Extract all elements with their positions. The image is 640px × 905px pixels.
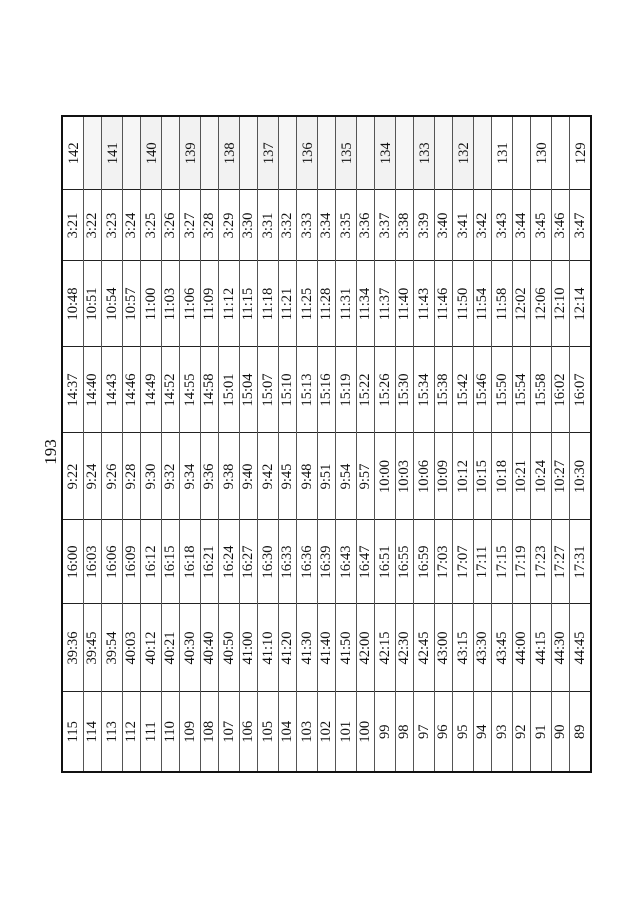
table-cell-col-time-b: 17:19 [513,520,531,604]
table-row [357,116,375,772]
table-cell-col-time-e: 11:54 [474,261,492,347]
table-cell-col-time-b: 16:30 [258,520,279,604]
table-cell-col-time-a: 40:12 [141,604,162,692]
table-cell-col-time-a: 40:50 [219,604,240,692]
table-cell-col-time-f: 3:28 [201,190,219,261]
table-cell-col-time-d: 14:43 [102,347,123,433]
table-row [240,116,258,772]
table-cell-col-time-d: 15:16 [318,347,336,433]
table-cell-col-score: 131 [492,116,513,190]
table-row [62,116,84,772]
table-cell-col-score: 135 [336,116,357,190]
table-cell-col-time-f: 3:34 [318,190,336,261]
table-cell-col-time-f: 3:36 [357,190,375,261]
table-cell-col-score [357,116,375,190]
table-cell-col-time-a: 41:00 [240,604,258,692]
table-cell-col-time-c: 9:51 [318,433,336,520]
table-cell-col-time-b: 16:24 [219,520,240,604]
table-cell-col-time-b: 16:43 [336,520,357,604]
table-cell-col-time-f: 3:45 [531,190,552,261]
table-cell-col-time-e: 12:06 [531,261,552,347]
table-cell-col-time-d: 15:26 [375,347,396,433]
table-cell-col-number: 92 [513,692,531,772]
table-cell-col-time-f: 3:44 [513,190,531,261]
table-cell-col-time-f: 3:30 [240,190,258,261]
table-cell-col-time-d: 15:54 [513,347,531,433]
table-cell-col-score [435,116,453,190]
table-cell-col-time-f: 3:23 [102,190,123,261]
table-cell-col-time-a: 39:54 [102,604,123,692]
table-cell-col-time-c: 9:45 [279,433,297,520]
table-cell-col-time-a: 41:10 [258,604,279,692]
table-row [219,116,240,772]
table-cell-col-time-e: 12:14 [570,261,592,347]
table-cell-col-number: 101 [336,692,357,772]
table-cell-col-time-c: 10:03 [396,433,414,520]
table-cell-col-time-f: 3:27 [180,190,201,261]
table-cell-col-time-e: 11:18 [258,261,279,347]
table-cell-col-time-b: 17:27 [552,520,570,604]
table-cell-col-time-f: 3:42 [474,190,492,261]
table-cell-col-time-d: 15:04 [240,347,258,433]
table-cell-col-time-b: 17:03 [435,520,453,604]
page-number: 193 [41,439,60,465]
table-row [123,116,141,772]
table-cell-col-score [201,116,219,190]
table-cell-col-score: 130 [531,116,552,190]
table-cell-col-time-c: 10:06 [414,433,435,520]
table-cell-col-time-a: 44:45 [570,604,592,692]
table-cell-col-time-c: 10:30 [570,433,592,520]
table-cell-col-time-d: 16:07 [570,347,592,433]
table-cell-col-time-e: 11:21 [279,261,297,347]
table-cell-col-number: 115 [62,692,84,772]
table-cell-col-time-c: 9:26 [102,433,123,520]
table-cell-col-time-e: 11:15 [240,261,258,347]
table-cell-col-score: 138 [219,116,240,190]
table-cell-col-time-f: 3:31 [258,190,279,261]
table-cell-col-number: 113 [102,692,123,772]
table-cell-col-time-b: 16:59 [414,520,435,604]
table-cell-col-score: 134 [375,116,396,190]
table-cell-col-time-a: 41:40 [318,604,336,692]
table-cell-col-time-d: 15:10 [279,347,297,433]
table-cell-col-score [396,116,414,190]
table-cell-col-time-b: 16:39 [318,520,336,604]
table-cell-col-score [474,116,492,190]
table-cell-col-time-c: 9:32 [162,433,180,520]
table-cell-col-number: 104 [279,692,297,772]
table-cell-col-number: 111 [141,692,162,772]
table-cell-col-time-f: 3:24 [123,190,141,261]
table-row [375,116,396,772]
table-row [414,116,435,772]
table-cell-col-time-e: 11:50 [453,261,474,347]
table-cell-col-score: 137 [258,116,279,190]
table-row [258,116,279,772]
table-cell-col-time-a: 43:45 [492,604,513,692]
table-cell-col-time-e: 11:28 [318,261,336,347]
table-cell-col-time-c: 9:40 [240,433,258,520]
table-cell-col-time-a: 43:15 [453,604,474,692]
table-row [84,116,102,772]
table-cell-col-time-e: 11:25 [297,261,318,347]
table-cell-col-score: 139 [180,116,201,190]
table-cell-col-time-c: 9:38 [219,433,240,520]
table-cell-col-time-d: 14:37 [62,347,84,433]
table-cell-col-time-f: 3:37 [375,190,396,261]
table-cell-col-score [162,116,180,190]
table-cell-col-time-e: 11:58 [492,261,513,347]
table-cell-col-time-f: 3:22 [84,190,102,261]
table-cell-col-time-f: 3:29 [219,190,240,261]
table-cell-col-time-a: 43:00 [435,604,453,692]
table-cell-col-number: 99 [375,692,396,772]
table-cell-col-number: 100 [357,692,375,772]
table-cell-col-time-c: 9:24 [84,433,102,520]
table-cell-col-time-d: 14:52 [162,347,180,433]
table-cell-col-time-a: 44:30 [552,604,570,692]
table-cell-col-score: 142 [62,116,84,190]
table-cell-col-number: 112 [123,692,141,772]
table-row [180,116,201,772]
table-cell-col-time-f: 3:38 [396,190,414,261]
table-cell-col-time-b: 16:47 [357,520,375,604]
table-cell-col-score [552,116,570,190]
table-cell-col-time-a: 40:03 [123,604,141,692]
table-cell-col-time-f: 3:47 [570,190,592,261]
table-cell-col-time-e: 12:02 [513,261,531,347]
table-cell-col-time-b: 17:31 [570,520,592,604]
table-cell-col-time-d: 15:46 [474,347,492,433]
table-cell-col-time-d: 14:40 [84,347,102,433]
table-cell-col-time-f: 3:21 [62,190,84,261]
table-cell-col-time-e: 11:00 [141,261,162,347]
table-cell-col-time-d: 14:46 [123,347,141,433]
table-cell-col-time-d: 15:30 [396,347,414,433]
table-cell-col-time-a: 41:30 [297,604,318,692]
table-cell-col-time-d: 15:19 [336,347,357,433]
table-row [279,116,297,772]
table-cell-col-score [513,116,531,190]
table-cell-col-score: 132 [453,116,474,190]
table-cell-col-time-b: 17:07 [453,520,474,604]
table-cell-col-time-c: 9:57 [357,433,375,520]
table-row [570,116,592,772]
table-cell-col-time-f: 3:25 [141,190,162,261]
table-cell-col-time-f: 3:41 [453,190,474,261]
table-cell-col-time-d: 14:55 [180,347,201,433]
table-cell-col-number: 110 [162,692,180,772]
table-cell-col-time-d: 15:34 [414,347,435,433]
table-cell-col-number: 105 [258,692,279,772]
table-cell-col-time-a: 44:00 [513,604,531,692]
table-cell-col-number: 97 [414,692,435,772]
table-cell-col-time-c: 10:15 [474,433,492,520]
table-cell-col-time-c: 10:24 [531,433,552,520]
table-cell-col-time-c: 9:54 [336,433,357,520]
table-cell-col-number: 91 [531,692,552,772]
table-cell-col-time-f: 3:46 [552,190,570,261]
table-cell-col-time-a: 44:15 [531,604,552,692]
table-cell-col-number: 90 [552,692,570,772]
table-cell-col-time-d: 15:58 [531,347,552,433]
table-cell-col-time-b: 16:15 [162,520,180,604]
table-cell-col-time-a: 42:30 [396,604,414,692]
table-row [336,116,357,772]
table-cell-col-time-d: 15:50 [492,347,513,433]
table-row [201,116,219,772]
table-cell-col-time-e: 11:43 [414,261,435,347]
table-cell-col-time-b: 16:06 [102,520,123,604]
table-cell-col-time-e: 11:09 [201,261,219,347]
table-cell-col-time-c: 10:00 [375,433,396,520]
table-cell-col-time-d: 15:42 [453,347,474,433]
table-cell-col-number: 103 [297,692,318,772]
table-cell-col-time-b: 16:18 [180,520,201,604]
table-cell-col-time-d: 14:49 [141,347,162,433]
table-cell-col-time-c: 9:30 [141,433,162,520]
table-cell-col-time-a: 40:30 [180,604,201,692]
table-cell-col-time-a: 40:40 [201,604,219,692]
table-row [102,116,123,772]
table-cell-col-time-a: 39:36 [62,604,84,692]
table-cell-col-time-a: 39:45 [84,604,102,692]
table-row [552,116,570,772]
table-cell-col-number: 108 [201,692,219,772]
table-cell-col-number: 107 [219,692,240,772]
table-cell-col-number: 89 [570,692,592,772]
table-cell-col-score [123,116,141,190]
table-row [453,116,474,772]
table-row [318,116,336,772]
table-cell-col-score [279,116,297,190]
table-cell-col-time-d: 16:02 [552,347,570,433]
table-cell-col-time-b: 16:55 [396,520,414,604]
table-cell-col-time-c: 9:42 [258,433,279,520]
table-cell-col-time-d: 15:07 [258,347,279,433]
table-cell-col-time-b: 17:23 [531,520,552,604]
table-cell-col-time-e: 11:31 [336,261,357,347]
table-cell-col-number: 94 [474,692,492,772]
rotated-table-container [61,117,589,773]
table-cell-col-time-e: 11:03 [162,261,180,347]
table-cell-col-number: 109 [180,692,201,772]
table-cell-col-time-b: 16:12 [141,520,162,604]
table-cell-col-time-b: 17:11 [474,520,492,604]
table-cell-col-time-d: 15:38 [435,347,453,433]
table-cell-col-time-b: 16:00 [62,520,84,604]
table-cell-col-number: 93 [492,692,513,772]
table-cell-col-time-a: 42:15 [375,604,396,692]
table-row [435,116,453,772]
table-cell-col-time-b: 16:27 [240,520,258,604]
table-cell-col-number: 95 [453,692,474,772]
table-cell-col-score [84,116,102,190]
table-cell-col-time-b: 16:03 [84,520,102,604]
table-cell-col-time-b: 16:09 [123,520,141,604]
table-cell-col-time-c: 10:21 [513,433,531,520]
table-row [474,116,492,772]
table-cell-col-time-a: 41:50 [336,604,357,692]
table-cell-col-time-c: 9:22 [62,433,84,520]
table-cell-col-time-e: 10:54 [102,261,123,347]
table-row [141,116,162,772]
table-cell-col-time-d: 15:22 [357,347,375,433]
table-cell-col-time-f: 3:26 [162,190,180,261]
table-cell-col-time-c: 9:34 [180,433,201,520]
table-cell-col-time-a: 43:30 [474,604,492,692]
table-cell-col-time-e: 11:40 [396,261,414,347]
table-cell-col-time-e: 11:06 [180,261,201,347]
table-row [492,116,513,772]
table-cell-col-score: 136 [297,116,318,190]
table-cell-col-number: 114 [84,692,102,772]
table-cell-col-time-f: 3:43 [492,190,513,261]
table-cell-col-time-b: 16:36 [297,520,318,604]
table-row [513,116,531,772]
table-cell-col-time-e: 10:51 [84,261,102,347]
table-row [297,116,318,772]
table-cell-col-score [240,116,258,190]
table-cell-col-number: 98 [396,692,414,772]
table-cell-col-time-c: 10:18 [492,433,513,520]
table-cell-col-time-e: 11:37 [375,261,396,347]
table-cell-col-score: 129 [570,116,592,190]
table-cell-col-time-c: 10:12 [453,433,474,520]
table-body [62,116,591,772]
results-table [61,115,592,773]
table-row [531,116,552,772]
table-cell-col-score: 133 [414,116,435,190]
table-cell-col-time-c: 9:28 [123,433,141,520]
table-cell-col-number: 102 [318,692,336,772]
table-cell-col-time-a: 42:00 [357,604,375,692]
table-cell-col-time-e: 12:10 [552,261,570,347]
table-cell-col-number: 96 [435,692,453,772]
table-cell-col-time-a: 42:45 [414,604,435,692]
table-cell-col-time-d: 15:01 [219,347,240,433]
table-row [396,116,414,772]
table-cell-col-score: 141 [102,116,123,190]
table-cell-col-time-d: 15:13 [297,347,318,433]
table-cell-col-time-c: 10:09 [435,433,453,520]
table-cell-col-time-d: 14:58 [201,347,219,433]
table-cell-col-time-f: 3:40 [435,190,453,261]
table-cell-col-time-e: 11:46 [435,261,453,347]
table-cell-col-time-e: 10:48 [62,261,84,347]
table-cell-col-time-b: 17:15 [492,520,513,604]
table-cell-col-time-c: 9:48 [297,433,318,520]
table-cell-col-time-b: 16:33 [279,520,297,604]
table-cell-col-score [318,116,336,190]
table-cell-col-time-e: 11:34 [357,261,375,347]
table-cell-col-time-a: 40:21 [162,604,180,692]
table-cell-col-number: 106 [240,692,258,772]
table-cell-col-time-f: 3:33 [297,190,318,261]
table-cell-col-time-c: 9:36 [201,433,219,520]
table-cell-col-time-f: 3:35 [336,190,357,261]
table-cell-col-score: 140 [141,116,162,190]
table-cell-col-time-e: 10:57 [123,261,141,347]
table-cell-col-time-b: 16:51 [375,520,396,604]
table-cell-col-time-f: 3:32 [279,190,297,261]
table-cell-col-time-c: 10:27 [552,433,570,520]
table-cell-col-time-a: 41:20 [279,604,297,692]
table-row [162,116,180,772]
table-cell-col-time-e: 11:12 [219,261,240,347]
table-cell-col-time-b: 16:21 [201,520,219,604]
table-cell-col-time-f: 3:39 [414,190,435,261]
